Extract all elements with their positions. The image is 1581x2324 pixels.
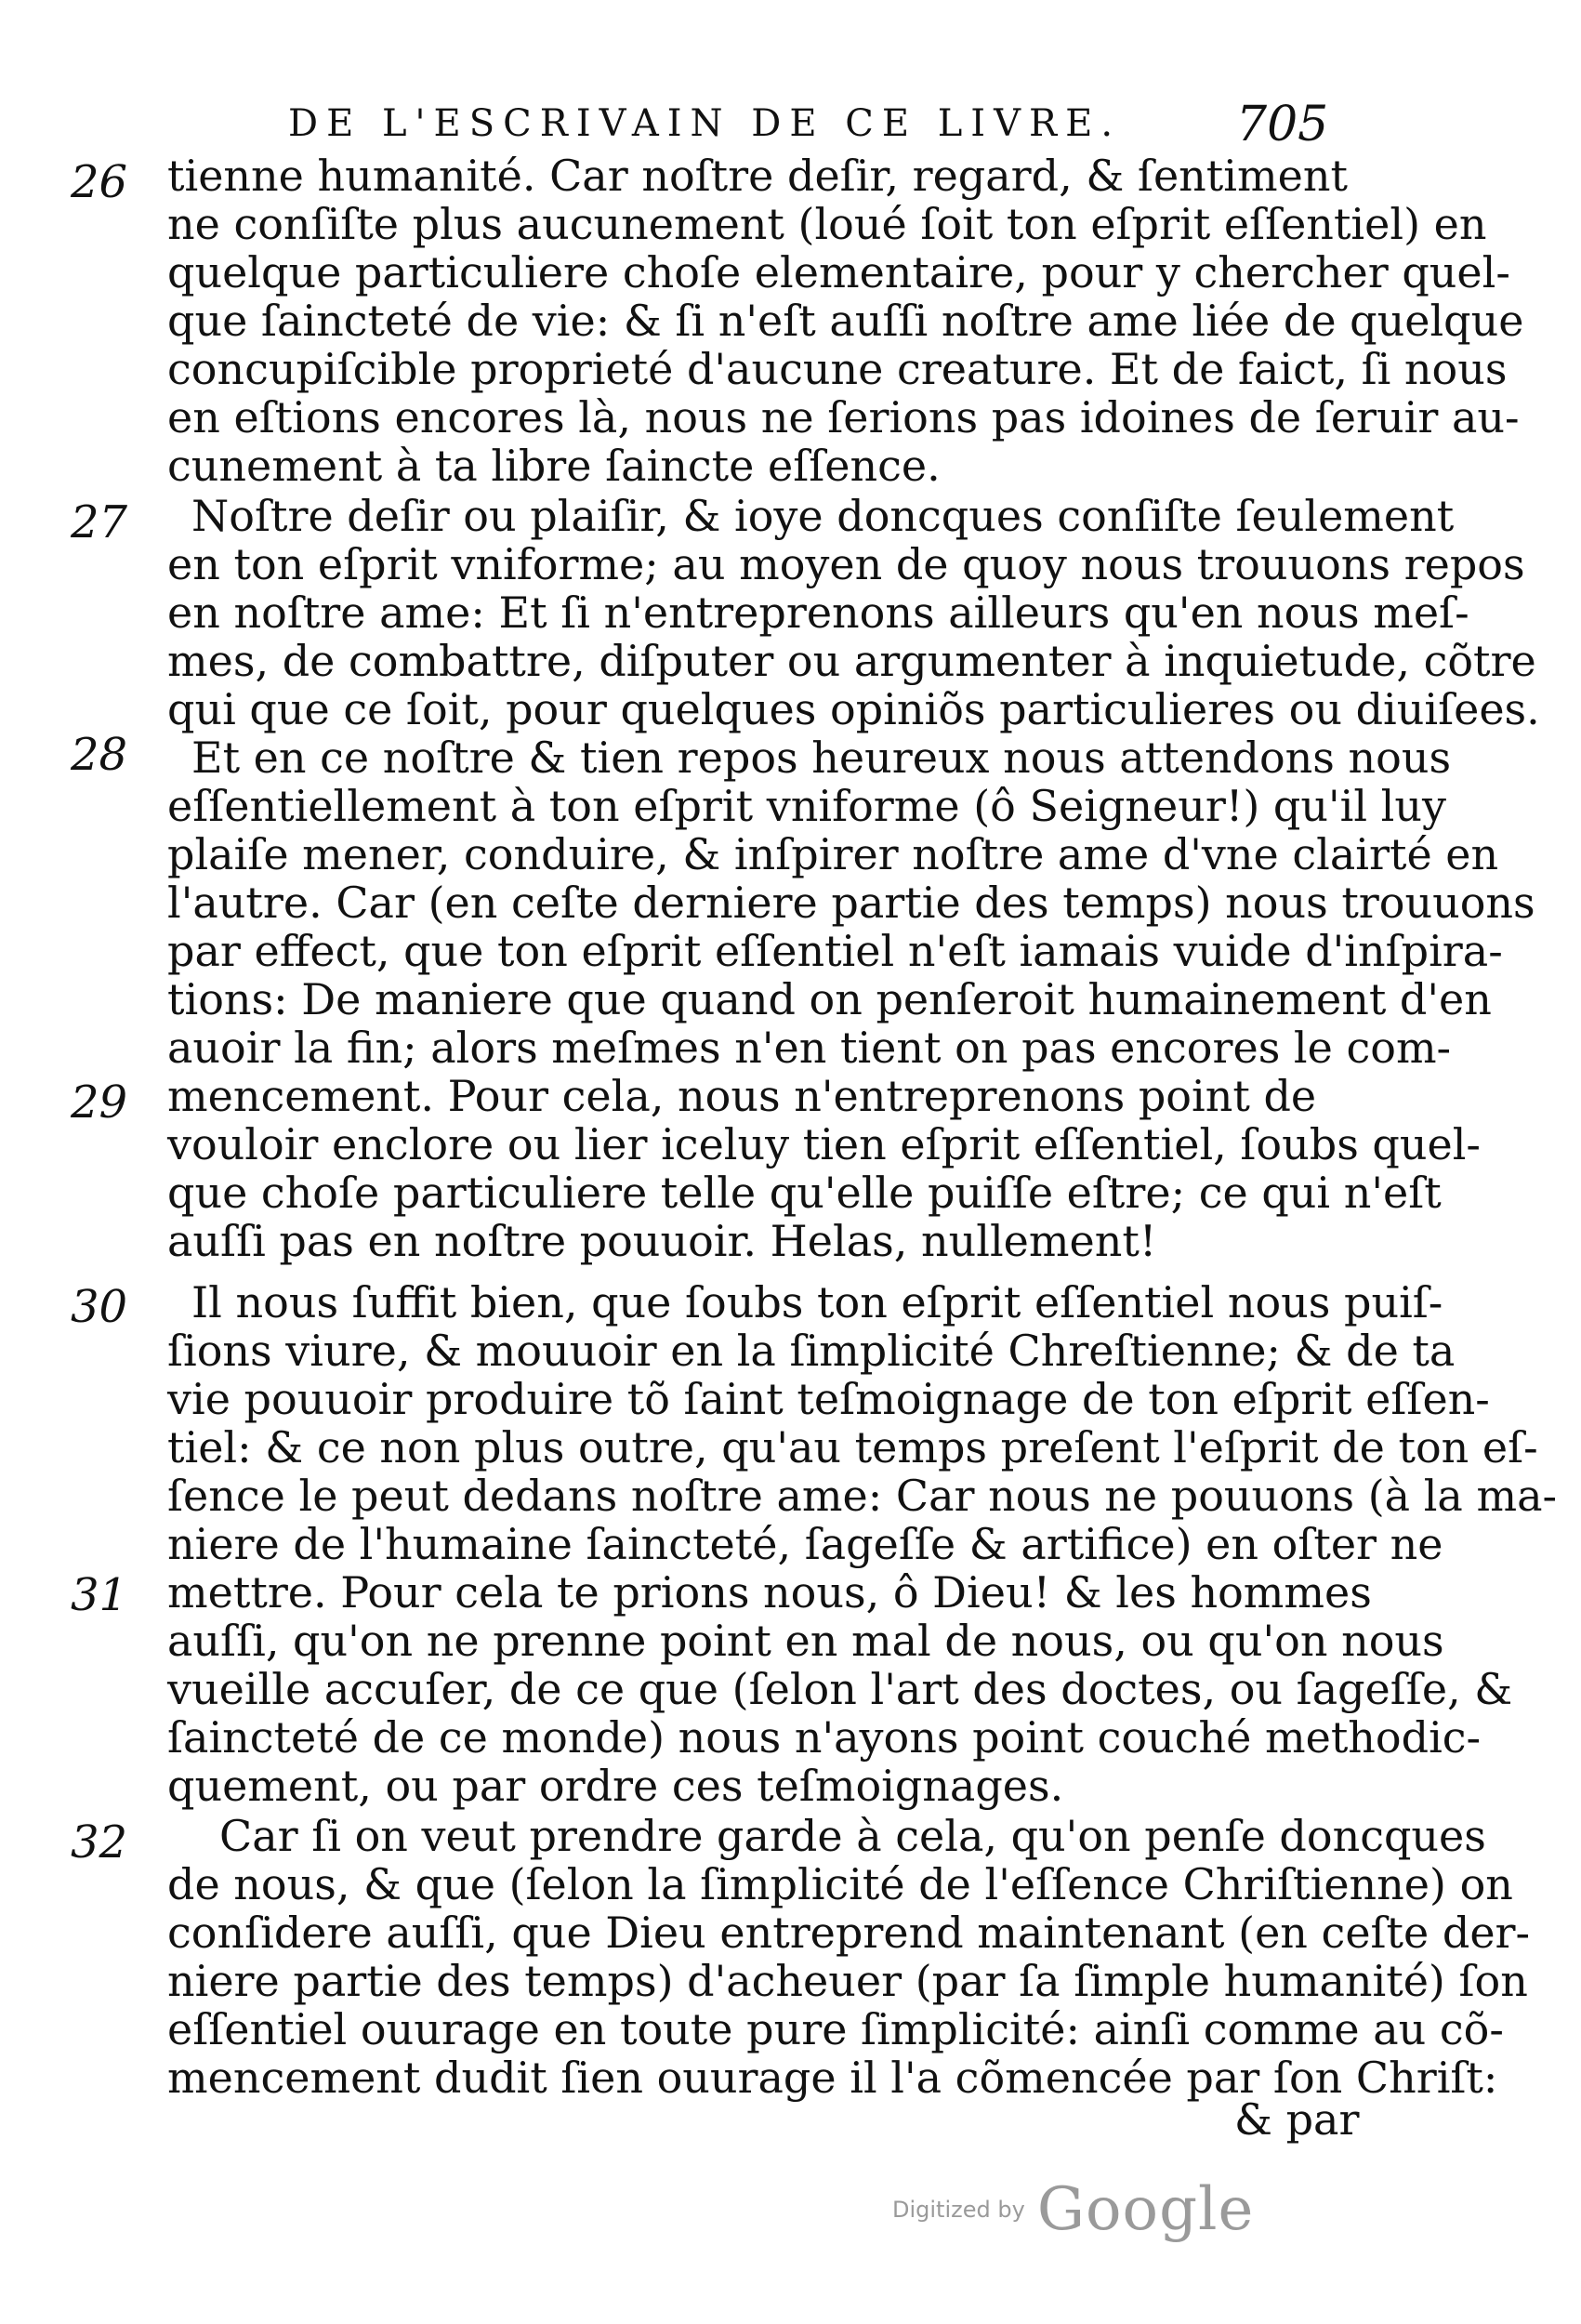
text-line: Noſtre deſir ou plaiſir, & ioye doncques conſiſte ſeulement [191,491,1455,541]
text-line: tiel: & ce non plus outre, qu'au temps preſent l'eſprit de ton eſ- [167,1422,1538,1472]
text-line: en ton eſprit vniforme; au moyen de quoy nous trouuons repos [167,539,1525,589]
text-line: que ſaincteté de vie: & ſi n'eſt auſſi noſtre ame liée de quelque [167,296,1524,346]
verse-number-31: 31 [71,1569,128,1621]
digitized-by-label: Digitized by [892,2197,1025,2223]
text-line: conſidere auſſi, que Dieu entreprend maintenant (en ceſte der- [167,1908,1531,1958]
text-line: par effect, que ton eſprit eſſentiel n'eſt iamais vuide d'inſpira- [167,926,1503,976]
text-line: eſſentiel ouurage en toute pure ſimplicité: ainſi comme au cõ- [167,2004,1504,2054]
text-line: quelque particuliere choſe elementaire, pour y chercher quel- [167,247,1510,297]
verse-number-26: 26 [71,156,128,208]
text-line: Il nous ſuffit bien, que ſoubs ton eſprit eſſentiel nous puiſ- [191,1277,1443,1327]
google-logo: Google [1036,2175,1255,2244]
text-line: ſence le peut dedans noſtre ame: Car nous ne pouuons (à la ma- [167,1471,1558,1521]
text-line: cunement à ta libre ſaincte eſſence. [167,441,941,491]
text-line: qui que ce ſoit, pour quelques opiniõs particulieres ou diuiſees. [167,684,1540,734]
text-line: mencement. Pour cela, nous n'entreprenons point de [167,1071,1317,1121]
text-line: auſſi pas en noſtre pouuoir. Helas, nullement! [167,1216,1157,1266]
verse-number-32: 32 [71,1816,128,1868]
text-line: Car ſi on veut prendre garde à cela, qu'on penſe doncques [219,1811,1486,1861]
text-line: mencement dudit ſien ouurage il l'a cõmencée par ſon Chriſt: [167,2053,1498,2103]
text-line: ſaincteté de ce monde) nous n'ayons point couché methodic- [167,1712,1482,1763]
verse-number-27: 27 [71,496,128,548]
verse-number-28: 28 [71,729,128,781]
text-line: l'autre. Car (en ceſte derniere partie des temps) nous trouuons [167,878,1535,928]
text-line: plaiſe mener, conduire, & inſpirer noſtre ame d'vne clairté en [167,829,1499,879]
text-line: vouloir enclore ou lier iceluy tien eſprit eſſentiel, ſoubs quel- [167,1119,1481,1169]
text-line: quement, ou par ordre ces teſmoignages. [167,1761,1064,1811]
verse-number-30: 30 [71,1281,128,1333]
text-line: auſſi, qu'on ne prenne point en mal de nous, ou qu'on nous [167,1616,1444,1666]
text-line: vie pouuoir produire tõ ſaint teſmoignage de ton eſprit eſſen- [167,1374,1490,1424]
text-line: en noſtre ame: Et ſi n'entreprenons ailleurs qu'en nous meſ- [167,588,1469,638]
text-line: vueille accuſer, de ce que (ſelon l'art des doctes, ou ſageſſe, & [167,1664,1513,1714]
text-line: ſions viure, & mouuoir en la ſimplicité Chreſtienne; & de ta [167,1326,1456,1376]
text-line: concupiſcible proprieté d'aucune creature. Et de faict, ſi nous [167,344,1508,394]
verse-number-29: 29 [71,1076,128,1129]
text-line: tienne humanité. Car noſtre deſir, regard, & ſentiment [167,151,1348,201]
page-number: 705 [1236,97,1329,152]
text-line: Et en ce noſtre & tien repos heureux nous attendons nous [191,733,1452,783]
running-head: DE L'ESCRIVAIN DE CE LIVRE. [288,102,1122,145]
text-line: niere partie des temps) d'acheuer (par ſa ſimple humanité) ſon [167,1956,1528,2006]
text-line: niere de l'humaine ſaincteté, ſageſſe & artifice) en oſter ne [167,1519,1443,1569]
text-line: mettre. Pour cela te prions nous, ô Dieu! & les hommes [167,1567,1372,1618]
text-line: en eſtions encores là, nous ne ſerions pas idoines de ſeruir au- [167,392,1520,442]
catchword: & par [1234,2094,1360,2145]
text-line: auoir la fin; alors meſmes n'en tient on pas encores le com- [167,1023,1452,1073]
text-line: ne conſiſte plus aucunement (loué ſoit ton eſprit eſſentiel) en [167,199,1487,249]
text-line: que choſe particuliere telle qu'elle puiſſe eſtre; ce qui n'eſt [167,1168,1442,1218]
digitization-stamp [892,2175,1254,2250]
text-line: tions: De maniere que quand on penſeroit humainement d'en [167,974,1492,1024]
text-line: eſſentiellement à ton eſprit vniforme (ô Seigneur!) qu'il luy [167,781,1447,831]
text-line: de nous, & que (ſelon la ſimplicité de l'eſſence Chriſtienne) on [167,1859,1513,1909]
text-line: mes, de combattre, diſputer ou argumenter à inquietude, cõtre [167,636,1536,686]
